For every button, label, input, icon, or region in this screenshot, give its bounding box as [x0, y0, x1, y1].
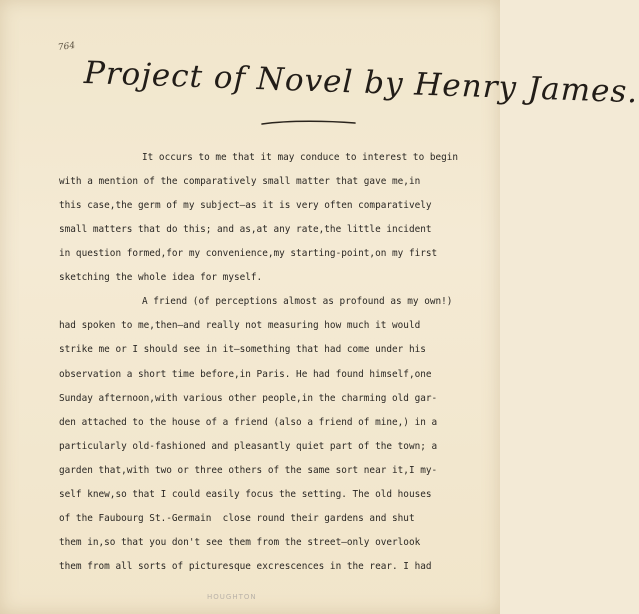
folio-number: 764 [57, 40, 76, 54]
text-line: self knew,so that I could easily focus the setting. The old houses [59, 489, 432, 500]
text-line: sketching the whole idea for myself. [59, 272, 263, 283]
text-line: den attached to the house of a friend (also a friend of mine,) in a [59, 417, 438, 428]
text-line: particularly old-fashioned and pleasantly quiet part of the town; a [59, 441, 438, 452]
text-line: them from all sorts of picturesque excrescences in the rear. I had [59, 561, 432, 572]
handwritten-title: Project of Novel by Henry James. [83, 55, 639, 111]
text-line: this case,the germ of my subject—as it is very often comparatively [59, 200, 432, 211]
text-line: them in,so that you don't see them from the street—only overlook [59, 537, 421, 548]
text-line: It occurs to me that it may conduce to interest to begin [142, 152, 459, 163]
text-line: small matters that do this; and as,at any rate,the little incident [59, 224, 432, 235]
text-line: observation a short time before,in Paris. He had found himself,one [59, 369, 432, 380]
text-line: strike me or I should see in it—something that had come under his [59, 344, 426, 355]
text-line: Sunday afternoon,with various other people,in the charming old gar- [59, 393, 438, 404]
text-line: in question formed,for my convenience,my starting-point,on my first [59, 248, 438, 259]
library-stamp: HOUGHTON [207, 593, 257, 601]
text-line: had spoken to me,then—and really not measuring how much it would [59, 320, 421, 331]
text-line: with a mention of the comparatively small matter that gave me,in [59, 176, 421, 187]
text-line: garden that,with two or three others of the same sort near it,I my- [59, 465, 438, 476]
text-line: of the Faubourg St.-Germain close round their gardens and shut [59, 513, 415, 524]
text-line: A friend (of perceptions almost as profound as my own!) [142, 296, 453, 307]
